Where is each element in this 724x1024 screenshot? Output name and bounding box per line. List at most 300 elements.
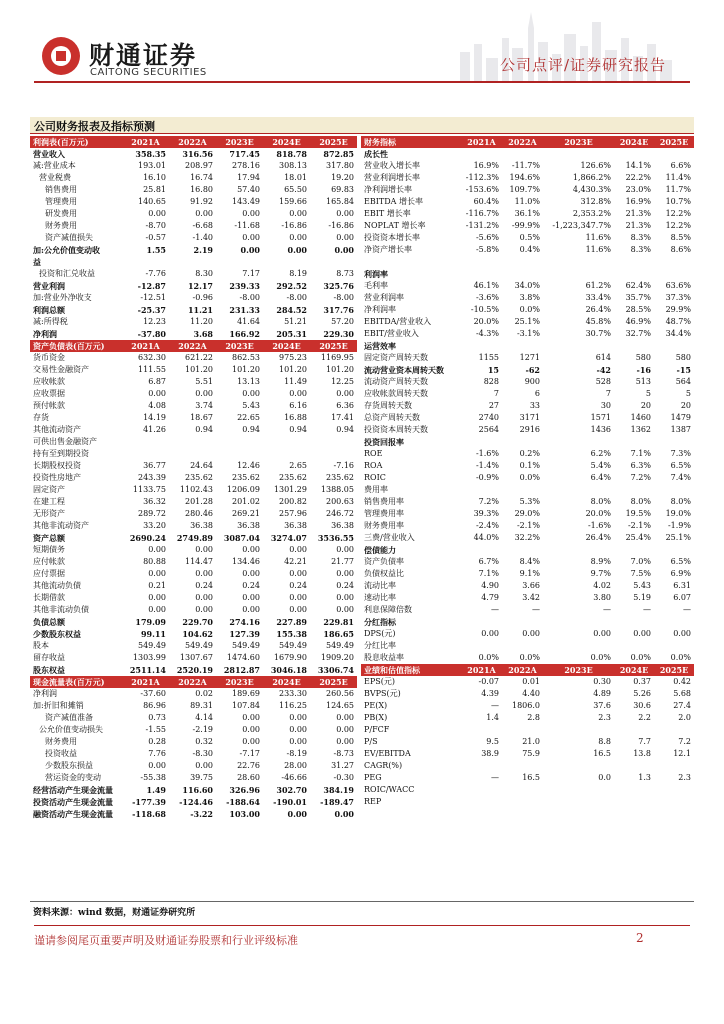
cell-1: 12.23 (143, 317, 166, 326)
table-row (361, 376, 694, 388)
cell-5: 564 (675, 377, 691, 386)
table-row (30, 808, 357, 820)
cell-4: 200.82 (279, 497, 307, 506)
cell-2: 201.28 (185, 497, 213, 506)
cell-2: 32.2% (514, 533, 540, 542)
row-label: 营业利润增长率 (364, 173, 420, 182)
cell-2: 16.74 (190, 173, 213, 182)
table-row (361, 628, 694, 640)
cell-2: 3.42 (522, 593, 540, 602)
table-row (361, 172, 694, 184)
cell-4: 159.66 (279, 197, 307, 206)
cell-1: 0.73 (148, 713, 166, 722)
cell-3: 61.2% (585, 281, 611, 290)
cell-1: 2021A (461, 664, 502, 676)
cell-4 (614, 484, 654, 496)
cell-1: — (491, 773, 499, 782)
cell-2: 0.00 (195, 569, 213, 578)
table-row (30, 184, 357, 196)
cell-1: 632.30 (138, 353, 166, 362)
cell-4: 36.38 (284, 521, 307, 530)
cell-4: 65.50 (284, 185, 307, 194)
cell-3: 37.6 (593, 701, 611, 710)
cell-3: 22.76 (237, 761, 260, 770)
row-label: EV/EBITDA (364, 749, 411, 758)
cell-1: 7.1% (478, 569, 499, 578)
cell-5: 0.00 (334, 809, 354, 819)
cell-4: 8.3% (630, 233, 651, 242)
cell-5: 0.00 (336, 725, 354, 734)
row-label: 管理费用 (45, 197, 77, 206)
cell-2: 5.3% (519, 497, 540, 506)
cell-5: 6.9% (670, 569, 691, 578)
cell-2: 3.74 (195, 401, 213, 410)
cell-5: 7.4% (670, 473, 691, 482)
table-header-row (30, 136, 357, 148)
cell-3 (543, 148, 614, 160)
table-row (30, 352, 357, 364)
cell-2: 89.31 (190, 701, 213, 710)
row-label: 偿债能力 (364, 545, 396, 555)
cell-1: -1.4% (475, 461, 499, 470)
cell-1: -0.57 (145, 233, 166, 242)
cell-5: 200.63 (326, 497, 354, 506)
cell-5: -8.00 (333, 293, 354, 302)
cell-3: -8.00 (239, 293, 260, 302)
cell-2: 280.46 (185, 509, 213, 518)
cell-5 (310, 256, 357, 268)
table-row (361, 292, 694, 304)
table-row (361, 472, 694, 484)
cell-3: 3087.04 (223, 533, 260, 543)
cell-5: 0.24 (336, 581, 354, 590)
row-label: 流动比率 (364, 581, 396, 590)
table-row (361, 796, 694, 808)
cell-5: 21.77 (331, 557, 354, 566)
cell-2: 109.7% (509, 185, 540, 194)
row-label: 财务费用率 (364, 521, 404, 530)
cell-1: -118.68 (132, 809, 166, 819)
cell-4 (614, 256, 654, 268)
cell-2: 2749.89 (176, 533, 213, 543)
cell-3: 0.00 (242, 737, 260, 746)
cell-4: 19.5% (625, 509, 651, 518)
cell-3 (543, 484, 614, 496)
table-row (361, 736, 694, 748)
cell-1 (461, 616, 502, 628)
cell-1 (461, 784, 502, 796)
cell-3: 9.7% (590, 569, 611, 578)
cell-4: 20 (640, 401, 651, 410)
cell-2: 0.24 (195, 581, 213, 590)
row-label: 减:所得税 (33, 317, 68, 326)
row-label: 净利润增长率 (364, 185, 412, 194)
cell-1: 7.2% (478, 497, 499, 506)
cell-1: 0.0% (478, 653, 499, 662)
cell-5: 5 (685, 389, 691, 398)
cell-2: 235.62 (185, 473, 213, 482)
table-row (30, 736, 357, 748)
cell-4: 21.3% (625, 209, 651, 218)
cell-3 (216, 256, 263, 268)
table-row (30, 280, 357, 292)
cell-4 (614, 784, 654, 796)
table-row (30, 472, 357, 484)
cell-1: 0.28 (148, 737, 166, 746)
row-label: 留存收益 (33, 653, 65, 662)
cell-1: 1303.99 (132, 653, 166, 662)
table-row (361, 484, 694, 496)
cell-4: 7.1% (630, 449, 651, 458)
cell-1: 46.1% (473, 281, 499, 290)
cell-2: 621.22 (185, 353, 213, 362)
row-label: 利息保障倍数 (364, 605, 412, 614)
logo-name-cn: 财通证券 (89, 41, 198, 70)
cell-1 (122, 436, 169, 448)
row-label: 少数股东权益 (33, 629, 81, 639)
cell-5: 0.42 (673, 677, 691, 686)
cell-3: 45.8% (585, 317, 611, 326)
cell-2 (502, 760, 543, 772)
cell-2: 36.1% (514, 209, 540, 218)
table-row (30, 304, 357, 316)
cell-4: -2.1% (627, 521, 651, 530)
cell-4: 0.00 (633, 629, 651, 638)
row-label: EPS(元) (364, 677, 395, 686)
cell-1: -7.76 (145, 269, 166, 278)
cell-5: 101.20 (326, 365, 354, 374)
cell-2: -99.9% (511, 221, 540, 230)
table-row (361, 604, 694, 616)
cell-1: -0.07 (478, 677, 499, 686)
table-row (30, 208, 357, 220)
table-row (361, 556, 694, 568)
cell-5: 1388.05 (320, 485, 354, 494)
cell-1 (461, 760, 502, 772)
cell-2: 0.00 (195, 605, 213, 614)
table-row (361, 676, 694, 688)
cell-4: 2024E (614, 136, 654, 148)
cell-3: 0.00 (242, 725, 260, 734)
row-label: 三费/营业收入 (364, 533, 415, 542)
row-label: 加:折旧和摊销 (33, 701, 84, 710)
cell-2: 0.1% (519, 461, 540, 470)
cell-4: 0.00 (289, 737, 307, 746)
row-label: EBIT 增长率 (364, 209, 411, 218)
row-label: 财务费用 (45, 221, 77, 230)
row-label: 财务指标 (361, 136, 461, 148)
cell-4 (614, 616, 654, 628)
cell-5: 6.36 (336, 401, 354, 410)
cell-2: 75.9 (522, 749, 540, 758)
cell-5: 317.76 (323, 305, 354, 315)
row-label: 利润表(百万元) (30, 136, 122, 148)
cell-3: 2023E (543, 136, 614, 148)
cell-3: 0.30 (593, 677, 611, 686)
cell-2: -2.19 (192, 725, 213, 734)
cell-3: -188.64 (226, 797, 260, 807)
cell-5: 6.6% (670, 161, 691, 170)
row-label: 应付帐款 (33, 557, 65, 566)
row-label: 存货 (33, 413, 49, 422)
row-label: 加:营业外净收支 (33, 293, 92, 302)
cell-3: 3.80 (593, 593, 611, 602)
cell-4 (614, 268, 654, 280)
row-label: 可供出售金融资产 (33, 437, 97, 446)
cell-1: 7.76 (148, 749, 166, 758)
row-label: 短期债务 (33, 545, 65, 554)
row-label: 资产减值损失 (45, 233, 93, 242)
cell-3: 717.45 (229, 149, 260, 159)
cell-5: 872.85 (323, 149, 354, 159)
cell-1: — (491, 701, 499, 710)
cell-5: 20 (680, 401, 691, 410)
cell-3: 30 (600, 401, 611, 410)
row-label: PE(X) (364, 701, 388, 710)
cell-2 (502, 268, 543, 280)
table-row (30, 220, 357, 232)
cell-4: 51.21 (284, 317, 307, 326)
cell-2: 5.51 (195, 377, 213, 386)
table-row (361, 508, 694, 520)
cell-3: 103.00 (229, 809, 260, 819)
cell-2: 549.49 (185, 641, 213, 650)
cell-4: 0.24 (289, 581, 307, 590)
page-number: 2 (636, 931, 644, 945)
cell-2: 0.2% (519, 449, 540, 458)
cell-4 (614, 724, 654, 736)
cell-3: 2023E (543, 664, 614, 676)
cell-1: -12.51 (140, 293, 166, 302)
table-row (30, 460, 357, 472)
cell-2: 1271 (519, 353, 540, 362)
table-row (30, 508, 357, 520)
report-type-label: 公司点评/证券研究报告 (500, 56, 667, 74)
cell-2: 0.4% (519, 245, 540, 254)
table-row (30, 400, 357, 412)
cell-1 (461, 268, 502, 280)
cell-2: 0.0% (519, 653, 540, 662)
row-label: 业绩和估值指标 (361, 664, 461, 676)
cell-5 (654, 340, 694, 352)
cell-1: 36.77 (143, 461, 166, 470)
row-label: 股本 (33, 641, 49, 650)
table-row (361, 400, 694, 412)
table-row (361, 760, 694, 772)
cell-5: 0.00 (336, 545, 354, 554)
cell-4 (614, 340, 654, 352)
cell-5: 6.5% (670, 557, 691, 566)
cell-3: 13.13 (237, 377, 260, 386)
cell-1: 140.65 (138, 197, 166, 206)
cell-1 (461, 340, 502, 352)
cell-2: -6.68 (192, 221, 213, 230)
cell-1: 1.55 (146, 245, 166, 255)
cell-2 (502, 148, 543, 160)
cell-4: 7.2% (630, 473, 651, 482)
cell-3: 201.02 (232, 497, 260, 506)
cell-5: 6.5% (670, 461, 691, 470)
row-label: 经营活动产生现金流量 (33, 785, 113, 795)
table-header-row (361, 664, 694, 676)
cell-1: 15 (487, 365, 499, 375)
cell-4 (614, 760, 654, 772)
cell-2 (502, 796, 543, 808)
cell-5: 246.72 (326, 509, 354, 518)
cell-3: 2,353.2% (572, 209, 611, 218)
cell-5: 3536.55 (317, 533, 354, 543)
cell-3: 278.16 (232, 161, 260, 170)
row-label: 应收票据 (33, 389, 65, 398)
cell-1: 1.49 (146, 785, 166, 795)
cell-5: 229.30 (323, 329, 354, 339)
cell-4: 22.2% (625, 173, 651, 182)
cell-4: 1.3 (638, 773, 651, 782)
table-row (30, 520, 357, 532)
row-label: 营业税费 (39, 173, 71, 182)
row-label: 股息收益率 (364, 653, 404, 662)
cell-2: 3.66 (522, 581, 540, 590)
cell-2 (502, 436, 543, 448)
cell-5: 12.1 (673, 749, 691, 758)
cell-5: 3306.74 (317, 665, 354, 675)
cell-5: 5.68 (673, 689, 691, 698)
cell-5 (654, 268, 694, 280)
cell-4: 8.0% (630, 497, 651, 506)
cell-2: 8.30 (195, 269, 213, 278)
cell-3: 33.4% (585, 293, 611, 302)
row-label: NOPLAT 增长率 (364, 221, 426, 230)
row-label: 研发费用 (45, 209, 77, 218)
cell-2: 1102.43 (179, 485, 213, 494)
cell-4: 513 (635, 377, 651, 386)
cell-2: -0.96 (192, 293, 213, 302)
logo-icon (42, 37, 80, 75)
cell-5 (654, 640, 694, 652)
cell-3: 528 (595, 377, 611, 386)
table-row (30, 580, 357, 592)
cell-3: 1436 (590, 425, 611, 434)
cell-3: 0.00 (242, 209, 260, 218)
cell-1: 2511.14 (129, 665, 166, 675)
cell-5: -0.30 (333, 773, 354, 782)
table-row (361, 652, 694, 664)
cell-1: 4.90 (481, 581, 499, 590)
row-label: 应收帐款周转天数 (364, 389, 428, 398)
cell-4: 0.00 (289, 713, 307, 722)
table-row (361, 196, 694, 208)
row-label: 应付票据 (33, 569, 65, 578)
row-label: 营业利润 (33, 281, 65, 291)
cell-1: 6.87 (148, 377, 166, 386)
cell-3: 8.8 (598, 737, 611, 746)
cell-3: 57.40 (237, 185, 260, 194)
cell-1 (461, 724, 502, 736)
header-divider (34, 81, 690, 83)
cell-5: 8.5% (670, 233, 691, 242)
cell-3: 7 (605, 389, 611, 398)
cell-4: 8.19 (289, 269, 307, 278)
cell-3 (543, 340, 614, 352)
footer-divider (34, 925, 690, 926)
cell-2: 2022A (169, 676, 216, 688)
cell-2: 9.1% (519, 569, 540, 578)
cell-4: 1362 (630, 425, 651, 434)
table-row (30, 244, 357, 256)
cell-2: 11.21 (187, 305, 213, 315)
cell-4: 5 (645, 389, 651, 398)
row-label: 持有至到期投资 (33, 449, 89, 458)
cell-1 (122, 256, 169, 268)
cell-4: -16 (636, 365, 651, 375)
cell-2: 24.64 (190, 461, 213, 470)
row-label: 投资回报率 (364, 437, 404, 447)
cell-2: 11.20 (190, 317, 213, 326)
cell-4: 28.5% (625, 305, 651, 314)
cell-4 (263, 448, 310, 460)
cell-3: 269.21 (232, 509, 260, 518)
cell-2: 2022A (169, 136, 216, 148)
cell-1: 2740 (478, 413, 499, 422)
cell-1: -37.60 (140, 689, 166, 698)
row-label: REP (364, 797, 382, 806)
cell-3 (543, 784, 614, 796)
cell-1: -25.37 (137, 305, 166, 315)
cell-4 (614, 148, 654, 160)
cell-5: 12.2% (665, 221, 691, 230)
cell-5: 25.1% (665, 533, 691, 542)
row-label: 利润率 (364, 269, 388, 279)
table-row (361, 160, 694, 172)
cell-1: -8.70 (145, 221, 166, 230)
cell-1: 289.72 (138, 509, 166, 518)
cell-1: -55.38 (140, 773, 166, 782)
table-row (361, 256, 694, 268)
cell-2: — (532, 605, 540, 614)
cell-3: 231.33 (229, 305, 260, 315)
cell-4: 3046.18 (270, 665, 307, 675)
cell-5: 17.41 (331, 413, 354, 422)
cell-5: 8.0% (670, 497, 691, 506)
cell-3: 2023E (216, 340, 263, 352)
cell-2 (502, 616, 543, 628)
cell-5: 0.00 (336, 605, 354, 614)
cell-4: 0.00 (289, 209, 307, 218)
cell-1: -153.6% (465, 185, 499, 194)
cell-3: 862.53 (232, 353, 260, 362)
table-row (30, 484, 357, 496)
cell-1: -4.3% (475, 329, 499, 338)
cell-4: 302.70 (276, 785, 307, 795)
section-title-bar (30, 117, 694, 134)
cell-4: — (643, 605, 651, 614)
cell-3: 1571 (590, 413, 611, 422)
table-row (361, 424, 694, 436)
cell-4: 257.96 (279, 509, 307, 518)
cell-5: 260.56 (326, 689, 354, 698)
cell-3: 0.00 (242, 233, 260, 242)
cell-3: 8.9% (590, 557, 611, 566)
table-row (30, 592, 357, 604)
cell-5: 0.00 (334, 245, 354, 255)
cell-3: 2812.87 (223, 665, 260, 675)
table-row (361, 148, 694, 160)
financial-statements-table (30, 136, 357, 820)
cell-5: 317.80 (326, 161, 354, 170)
cell-4: 284.52 (276, 305, 307, 315)
cell-3: 6.4% (590, 473, 611, 482)
table-row (361, 724, 694, 736)
